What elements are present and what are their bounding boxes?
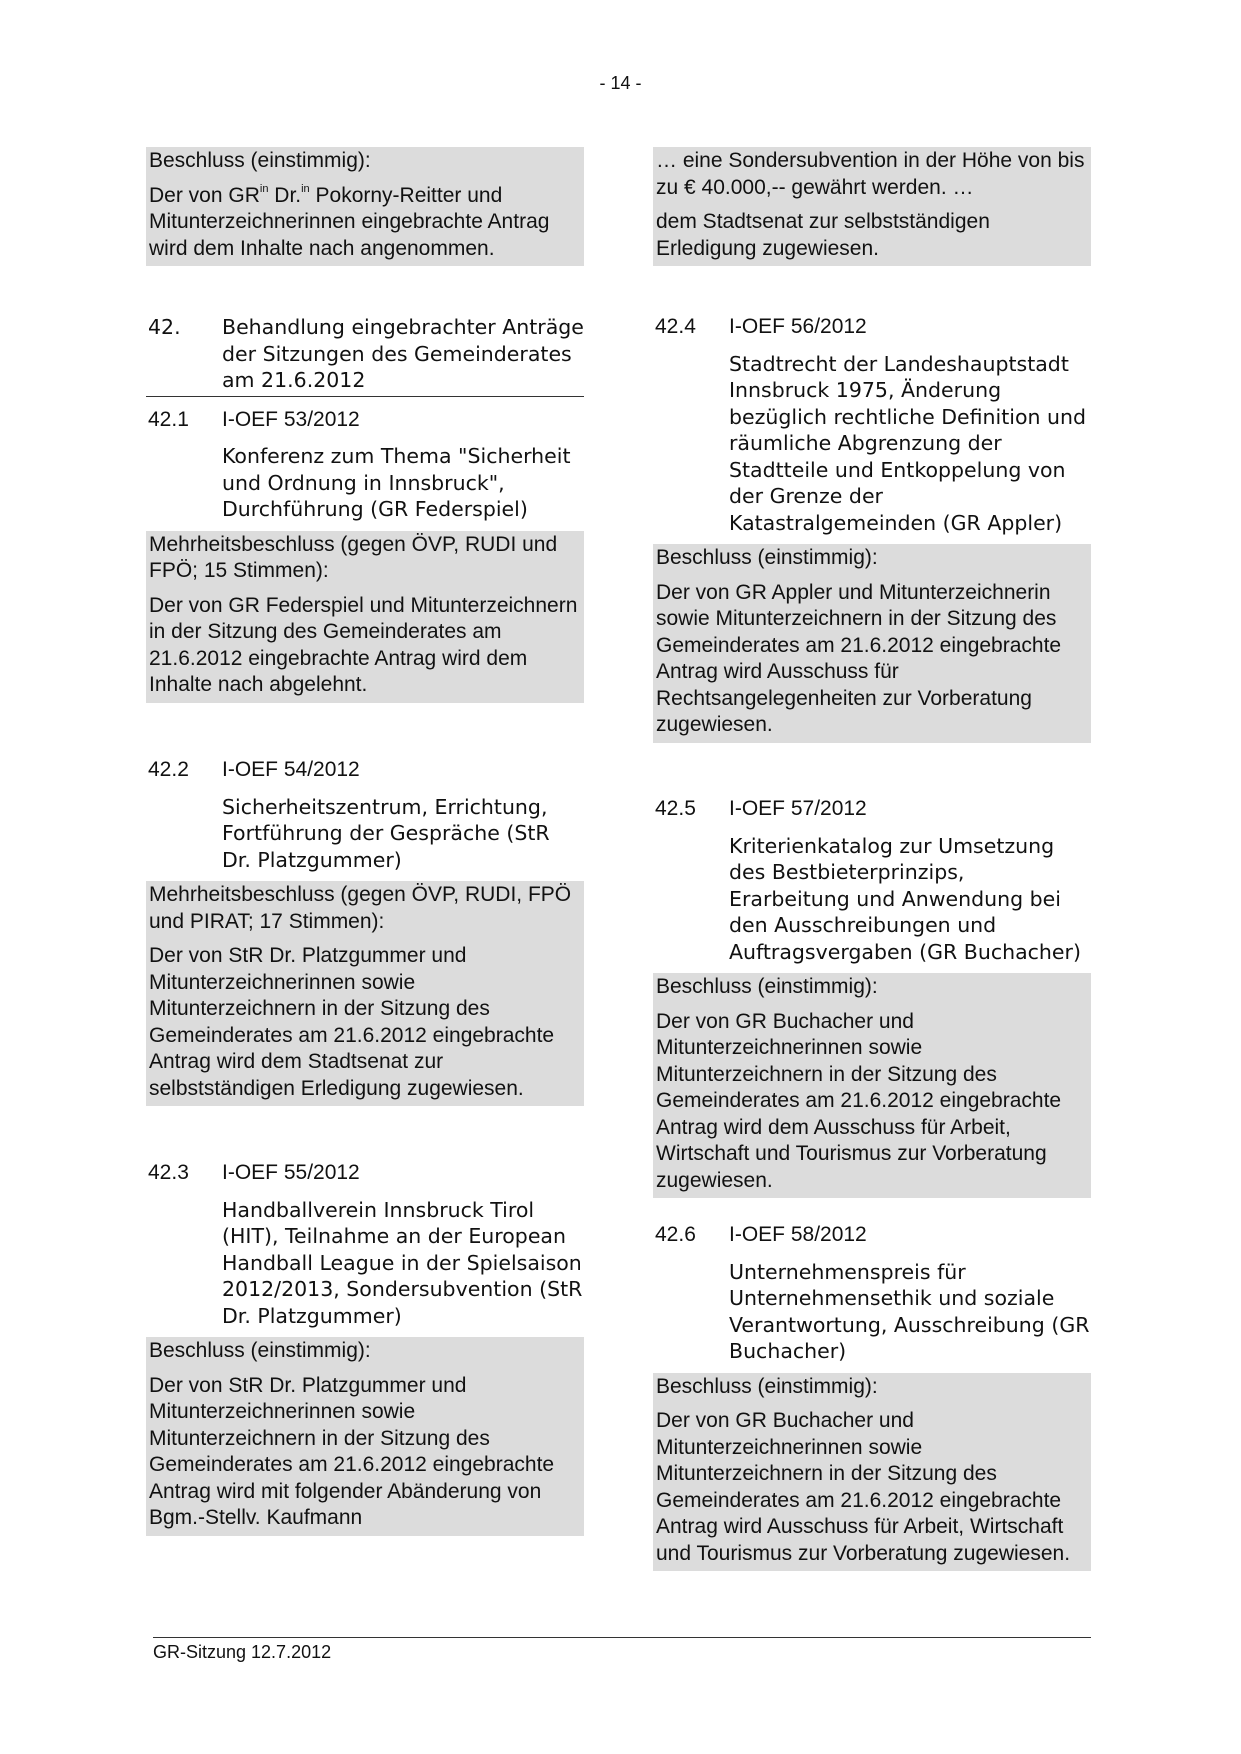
decision-text: Der von StR Dr. Platzgummer und Mitunterzeichnerinnen sowie Mitunterzeichnern in der Sitzung des Gemeinderates am 21.6.2012 eingebrachte Antrag wird dem Stadtsenat zur selbstständigen Erledigung zugewiesen. [149, 944, 555, 1100]
agenda-item-42-2 [146, 757, 584, 1106]
decision-text: Der von StR Dr. Platzgummer und Mitunterzeichnerinnen sowie Mitunterzeichnern in der Sitzung des Gemeinderates am 21.6.2012 eingebrachte Antrag wird mit folgender Abänderung von Bgm.-Stellv. Kaufmann [149, 1373, 555, 1529]
item-code: I-OEF 53/2012 [222, 407, 360, 431]
decision-text: Der von GR Federspiel und Mitunterzeichnern in der Sitzung des Gemeinderates am 21.6.2012 eingebrachte Antrag wird dem Inhalte nach abgelehnt. [149, 593, 578, 696]
item-number: 42.1 [148, 407, 189, 431]
item-code: I-OEF 57/2012 [729, 797, 867, 820]
decision-text: Der von GR Buchacher und Mitunterzeichnerinnen sowie Mitunterzeichnern in der Sitzung des Gemeinderates am 21.6.2012 eingebrachte Antrag wird Ausschuss für Arbeit, Wirtschaft und Tourismus zur Vorberatung zugewiesen. [656, 1409, 1071, 1565]
item-code: I-OEF 58/2012 [729, 1223, 867, 1246]
item-code: I-OEF 55/2012 [222, 1161, 360, 1184]
item-number: 42.2 [148, 758, 189, 781]
decision-text: Der von $GR^{in}$ Dr.$^{in}$ Pokorny-Reitter und Mitunterzeichnerinnen eingebrachte Antrag wird dem Inhalte nach angenommen. [149, 182, 550, 260]
decision-text: Der von GR Buchacher und Mitunterzeichnerinnen sowie Mitunterzeichnern in der Sitzung des Gemeinderates am 21.6.2012 eingebrachte Antrag wird dem Ausschuss für Arbeit, Wirtschaft und Tourismus zur Vorberatung zugewiesen. [656, 1009, 1062, 1192]
decision-label: Beschluss (einstimmig): [149, 149, 371, 172]
item-code: I-OEF 54/2012 [222, 758, 360, 781]
item-number: 42.3 [148, 1161, 189, 1184]
footer-divider [153, 1637, 1091, 1638]
item-number: 42.6 [655, 1223, 696, 1246]
continuation-text-2: dem Stadtsenat zur selbstständigen Erledigung zugewiesen. [656, 210, 990, 260]
section-number: 42. [148, 315, 181, 339]
top-right-continuation-box [653, 147, 1091, 266]
item-title: Konferenz zum Thema "Sicherheit und Ordnung in Innsbruck", Durchführung (GR Federspiel) [222, 444, 571, 521]
item-title: Stadtrecht der Landeshauptstadt Innsbruck 1975, Änderung bezüglich rechtliche Definition und räumliche Abgrenzung der Stadtteile und Entkoppelung von der Grenze der Katastralgemeinden (GR Appler) [729, 351, 1087, 535]
footer-text: GR-Sitzung 12.7.2012 [153, 1642, 332, 1662]
decision-label: Mehrheitsbeschluss (gegen ÖVP, RUDI, FPÖ und PIRAT; 17 Stimmen): [149, 883, 572, 933]
section-42 [146, 314, 584, 703]
item-code: I-OEF 56/2012 [729, 315, 867, 338]
page-number: - 14 - [599, 73, 642, 93]
decision-text: Der von GR Appler und Mitunterzeichnerin sowie Mitunterzeichnern in der Sitzung des Gemeinderates am 21.6.2012 eingebrachte Antrag wird Ausschuss für Rechtsangelegenheiten zur Vorberatung zugewiesen. [656, 580, 1062, 736]
item-number: 42.5 [655, 797, 696, 820]
decision-label: Beschluss (einstimmig): [656, 546, 878, 569]
item-title: Handballverein Innsbruck Tirol (HIT), Teilnahme an der European Handball League in der Spielsaison 2012/2013, Sondersubvention (StR Dr. Platzgummer) [222, 1197, 583, 1328]
agenda-item-42-4 [653, 314, 1091, 743]
agenda-item-42-5 [653, 796, 1091, 1198]
decision-label: Beschluss (einstimmig): [656, 1374, 878, 1398]
agenda-item-42-3 [146, 1160, 584, 1536]
agenda-item-42-1 [146, 407, 584, 703]
continuation-text: … eine Sondersubvention in der Höhe von bis zu € 40.000,-- gewährt werden. … [656, 149, 1085, 199]
decision-label: Beschluss (einstimmig): [149, 1339, 371, 1362]
decision-label: Beschluss (einstimmig): [656, 975, 878, 998]
section-title: Behandlung eingebrachter Anträge der Sitzungen des Gemeinderates am 21.6.2012 [222, 315, 584, 392]
item-number: 42.4 [655, 315, 696, 338]
agenda-item-42-6 [653, 1222, 1091, 1571]
item-title: Kriterienkatalog zur Umsetzung des Bestbieterprinzips, Erarbeitung und Anwendung bei den Ausschreibungen und Auftragsvergaben (GR Buchacher) [729, 833, 1081, 964]
section-heading [146, 314, 584, 397]
decision-label: Mehrheitsbeschluss (gegen ÖVP, RUDI und FPÖ; 15 Stimmen): [149, 532, 558, 582]
top-left-decision-box [146, 147, 584, 266]
item-title: Unternehmenspreis für Unternehmensethik und soziale Verantwortung, Ausschreibung (GR Buchacher) [729, 1259, 1090, 1363]
item-title: Sicherheitszentrum, Errichtung, Fortführung der Gespräche (StR Dr. Platzgummer) [222, 794, 550, 872]
